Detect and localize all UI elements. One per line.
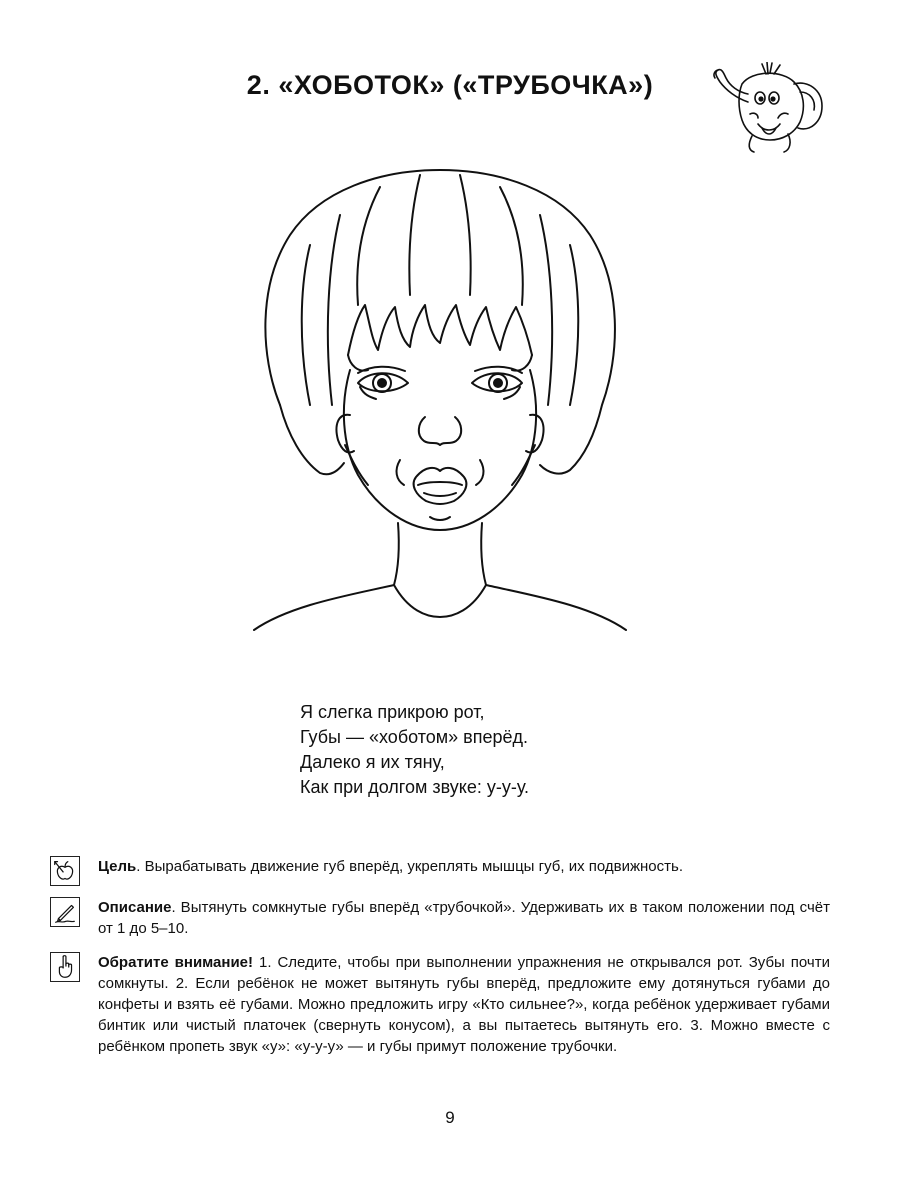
apple-target-icon <box>50 856 80 886</box>
description-body: . Вытянуть сомкнутые губы вперёд «трубочкой». Удерживать их в таком положении под счёт от 1 до 5–10. <box>98 899 830 937</box>
attention-text <box>98 952 830 1057</box>
page-title: 2. «ХОБОТОК» («ТРУБОЧКА») <box>246 70 654 100</box>
attention-body: 1. Следите, чтобы при выполнении упражнения не открывался рот. Зубы почти сомкнуты. 2. Если ребёнок не может вытянуть губы вперёд, предложите ему дотянуться губами до конфеты и взять её губами. Можно предложить игру «Кто сильнее?», когда ребёнок удерживает губами бинтик или чистый платочек (свернуть конусом), а вы пытаетесь вытянуть его. 3. Можно вместе с ребёнком пропеть звук «у»: «у-у-у» — и губы примут положение трубочки. <box>98 954 830 1055</box>
pen-writing-icon <box>50 897 80 927</box>
goal-text <box>98 856 830 877</box>
child-portrait-illustration <box>240 155 640 635</box>
poem-line: Я слегка прикрою рот, <box>300 702 485 722</box>
goal-body: . Вырабатывать движение губ вперёд, укреплять мышцы губ, их подвижность. <box>136 858 683 875</box>
poem <box>300 700 529 800</box>
elephant-mascot-icon <box>708 62 826 158</box>
goal-label: Цель <box>98 858 137 875</box>
poem-line: Далеко я их тяну, <box>300 752 445 772</box>
description-label: Описание <box>98 899 172 916</box>
section-attention <box>50 952 830 1057</box>
poem-line: Как при долгом звуке: у-у-у. <box>300 777 530 797</box>
pointing-finger-icon <box>50 952 80 982</box>
poem-line: Губы — «хоботом» вперёд. <box>300 727 529 747</box>
page-number: 9 <box>445 1108 455 1127</box>
description-text <box>98 897 830 939</box>
section-description <box>50 897 830 939</box>
attention-label: Обратите внимание! <box>98 954 254 971</box>
section-goal <box>50 856 830 877</box>
